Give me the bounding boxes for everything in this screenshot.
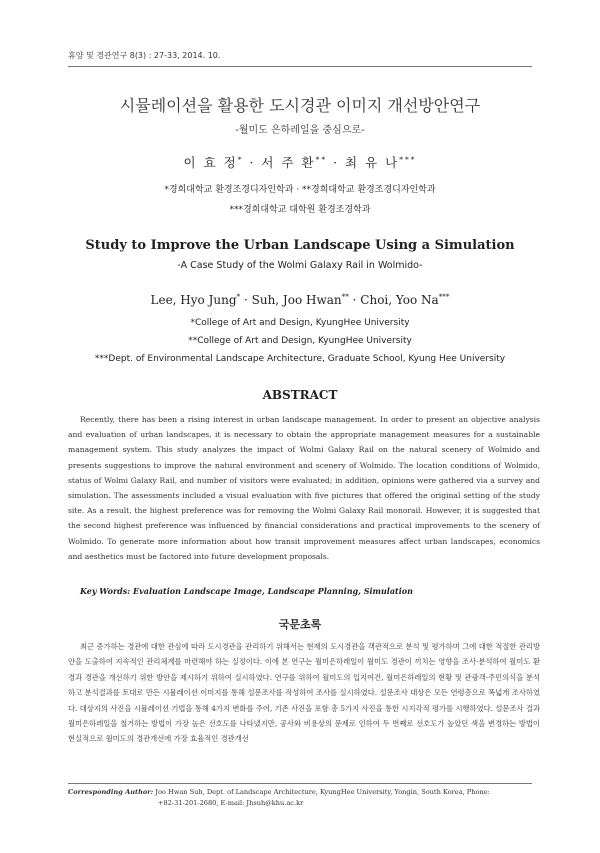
english-author-1-mark: * — [236, 292, 241, 301]
author-separator: · — [249, 155, 256, 170]
author-separator: · — [333, 155, 340, 170]
keywords-list: Evaluation Landscape Image, Landscape Planning, Simulation — [133, 586, 413, 596]
korean-authors — [0, 153, 600, 171]
header-rule — [68, 66, 532, 67]
footnote-rule — [68, 783, 532, 784]
korean-affiliation-2: ***경희대학교 대학원 환경조경학과 — [229, 205, 371, 215]
corresponding-author-footnote — [68, 787, 540, 809]
footnote-line-1: Joo Hwan Suh, Dept. of Landscape Architecture, KyungHee University, Yongin, South Korea, Phone: — [155, 788, 490, 796]
footnote-label: Corresponding Author: — [68, 788, 154, 796]
author-separator: · — [352, 293, 357, 307]
korean-author-3: 최 유 나 — [345, 155, 400, 170]
author-separator: · — [243, 293, 248, 307]
korean-affiliation-1: *경희대학교 환경조경디자인학과 · **경희대학교 환경조경디자인학과 — [164, 185, 436, 195]
korean-author-2-mark: ** — [315, 154, 328, 164]
keywords-label: Key Words: — [80, 586, 131, 596]
english-author-3-mark: *** — [438, 292, 450, 301]
english-author-2-mark: ** — [341, 292, 349, 301]
english-author-1: Lee, Hyo Jung — [150, 293, 237, 307]
abstract-text: Recently, there has been a rising interest in urban landscape management. In order to present an objective analysis and evaluation of urban landscapes, it is necessary to obtain the appropriate management measures for a sustainable management system. This study analyzes the impact of Wolmi Galaxy Rail on the natural scenery of Wolmido and presents suggestions to improve the natural environment and scenery of Wolmido. The location conditions of Wolmido, status of Wolmi Galaxy Rail, and number of visitors were evaluated; in addition, opinions were gathered via a survey and simulation. The assessments included a visual evaluation with five pictures that offered the original setting of the study site. As a result, the highest preference was for removing the Wolmi Galaxy Rail monorail. However, it is suggested that the second highest preference was influenced by financial considerations and practical improvements to the scenery of Wolmido. To generate more information about how transit improvement measures affect urban landscapes, economics and aesthetics must be factored into future development proposals. — [68, 415, 540, 561]
footnote-line-2: +82-31-201-2680, E-mail: Jhsuh@khu.ac.kr — [158, 799, 304, 807]
korean-author-2: 서 주 환 — [261, 155, 316, 170]
korean-author-1-mark: * — [237, 154, 244, 164]
keywords — [80, 586, 413, 596]
english-affiliation-3: ***Dept. of Environmental Landscape Architecture, Graduate School, Kyung Hee University — [94, 354, 506, 364]
korean-abstract-heading: 국문초록 — [278, 618, 322, 631]
english-author-2: Suh, Joo Hwan — [251, 293, 342, 307]
english-title: Study to Improve the Urban Landscape Using a Simulation — [85, 238, 515, 253]
korean-author-3-mark: *** — [399, 154, 417, 164]
korean-title: 시뮬레이션을 활용한 도시경관 이미지 개선방안연구 — [119, 96, 481, 115]
english-subtitle: -A Case Study of the Wolmi Galaxy Rail in Wolmido- — [177, 260, 423, 271]
korean-abstract-text: 최근 증가하는 경관에 대한 관심에 따라 도시경관을 관리하기 위해서는 현재의 도시경관을 객관적으로 분석 및 평가하며 그에 대한 적절한 관리방안을 도출하여 지속적인 관리체계를 마련해야 하는 실정이다. 이에 본 연구는 월미은하레일이 월미도 경관이 끼치는 영향을 조사·분석하여 월미도 환경과 경관을 개선하기 위한 방안을 제시하기 위하여 실시하였다. 연구를 위하여 월미도의 입지여건, 월미은하레일의 현황 및 관광객·주민의식을 분석하고 분석결과를 토대로 만든 시뮬레이션 이미지를 통해 설문조사를 작성하여 조사를 실시하였다. 설문조사 대상은 모든 연령층으로 폭넓게 조사하였다. 대상지의 사진을 시뮬레이션 기법을 통해 4가지 변화를 주어, 기존 사진을 포함 총 5가지 사진을 통한 시지각적 평가를 시행하였다. 설문조사 결과 월미은하레일을 철거하는 방법이 가장 높은 선호도를 나타냈지만, 공사와 비용상의 문제로 인하여 두 번째로 선호도가 높았던 색을 변경하는 방법이 현실적으로 월미도의 경관개선에 가장 효율적인 경관개선 — [68, 642, 540, 744]
english-affiliation-1: *College of Art and Design, KyungHee University — [190, 318, 410, 328]
abstract-heading: ABSTRACT — [262, 388, 338, 402]
korean-author-1: 이 효 정 — [183, 155, 238, 170]
english-author-3: Choi, Yoo Na — [360, 293, 439, 307]
english-affiliation-2: **College of Art and Design, KyungHee University — [188, 336, 412, 346]
english-authors — [0, 293, 600, 307]
korean-subtitle: -월미도 은하레일을 중심으로- — [235, 125, 365, 136]
journal-header: 휴양 및 경관연구 8(3) : 27-33, 2014. 10. — [68, 51, 221, 60]
